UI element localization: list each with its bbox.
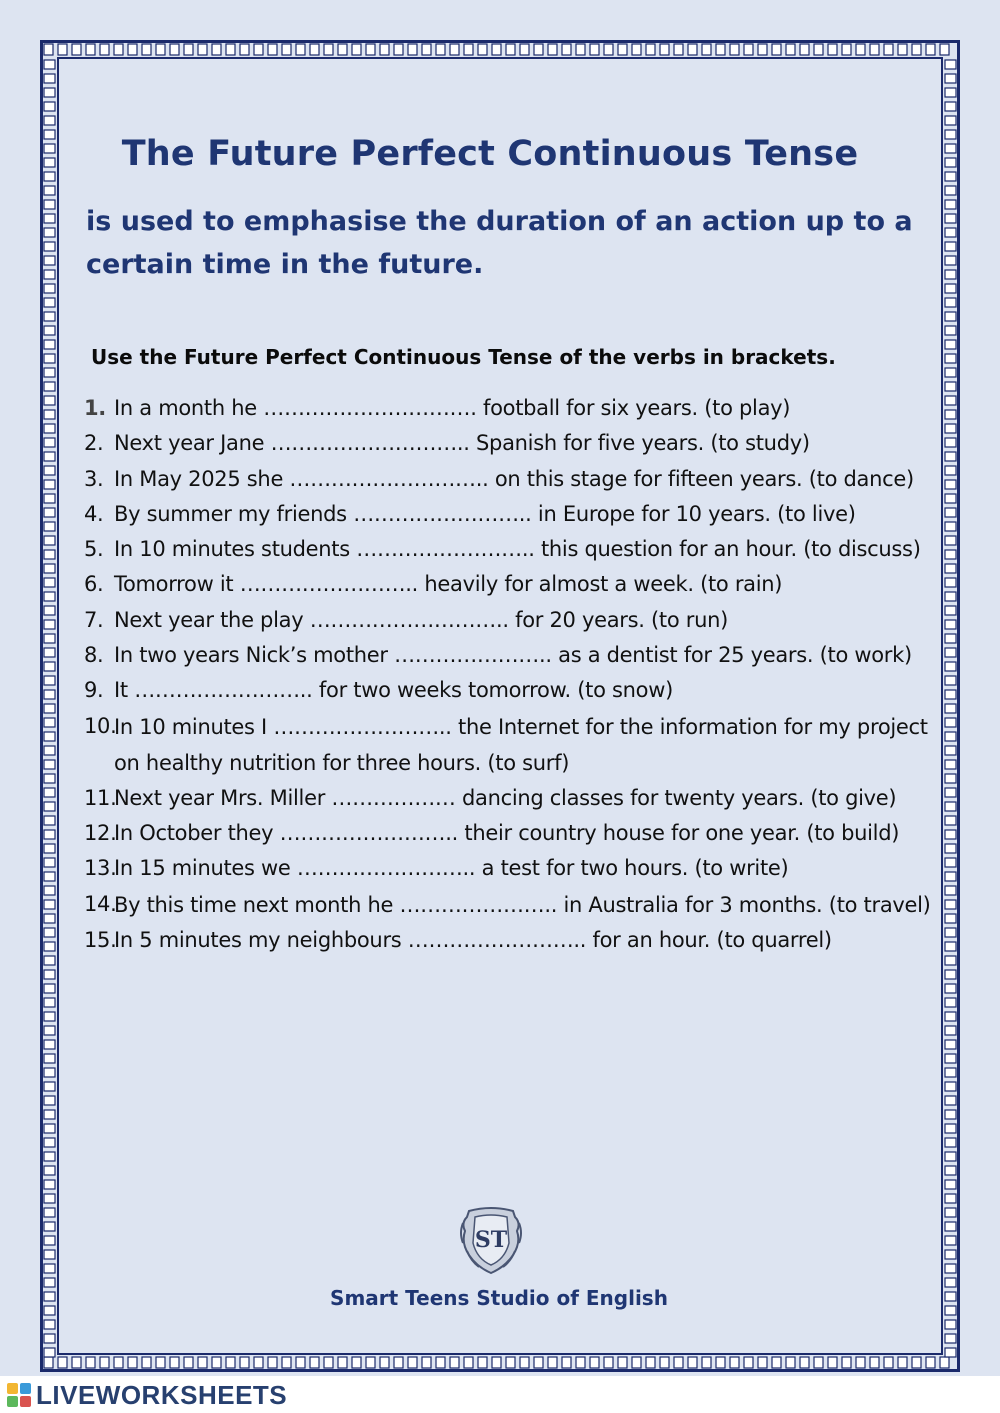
- shield-crest-icon: [455, 1203, 527, 1275]
- exercise-number: 1.: [84, 396, 106, 420]
- exercise-item: [84, 781, 940, 816]
- exercise-number: 11.: [84, 785, 117, 810]
- exercise-item: [84, 816, 940, 851]
- exercise-number: 6.: [84, 572, 104, 597]
- liveworksheets-logo-icon: [6, 1382, 32, 1408]
- exercise-sentence: Tomorrow it …………………….. heavily for almost a week. (to rain): [114, 572, 783, 597]
- exercise-item: [84, 391, 940, 426]
- exercise-item: [84, 532, 940, 567]
- exercise-number: 8.: [84, 643, 104, 668]
- footer-logo[interactable]: [6, 1379, 288, 1410]
- exercise-number: 3.: [84, 466, 104, 491]
- exercise-item: [84, 426, 940, 461]
- exercise-sentence: Next year Mrs. Miller ……………… dancing classes for twenty years. (to give): [114, 785, 897, 810]
- exercise-list: [84, 391, 940, 958]
- footer-brand: LIVEWORKSHEETS: [36, 1379, 288, 1410]
- exercise-sentence: By this time next month he ………………….. in Australia for 3 months. (to travel): [114, 892, 931, 917]
- exercise-sentence: In 5 minutes my neighbours …………………….. for an hour. (to quarrel): [114, 927, 832, 952]
- exercise-sentence: It …………………….. for two weeks tomorrow. (to snow): [114, 678, 673, 703]
- page-title: The Future Perfect Continuous Tense: [121, 134, 859, 174]
- exercise-sentence: In May 2025 she ……………………….. on this stage for fifteen years. (to dance): [114, 466, 914, 491]
- exercise-sentence: In 10 minutes students …………………….. this question for an hour. (to discuss): [114, 537, 921, 562]
- exercise-item: [84, 462, 940, 497]
- exercise-number: 15.: [84, 927, 117, 952]
- exercise-item: [84, 673, 940, 708]
- exercise-sentence: In a month he …………………………. football for six years. (to play): [114, 396, 791, 420]
- exercise-number: 10.: [84, 713, 117, 738]
- exercise-sentence: By summer my friends …………………….. in Europe for 10 years. (to live): [114, 501, 856, 526]
- exercise-number: 9.: [84, 678, 104, 703]
- exercise-item: [84, 567, 940, 602]
- exercise-number: 7.: [84, 607, 104, 632]
- logo-monogram: ST: [474, 1227, 508, 1253]
- exercise-sentence: In October they …………………….. their country house for one year. (to build): [114, 820, 900, 845]
- exercise-item: [84, 887, 940, 923]
- exercise-item: [84, 603, 940, 638]
- exercise-sentence: Next year the play ……………………….. for 20 years. (to run): [114, 607, 729, 632]
- exercise-sentence: In two years Nick’s mother ………………….. as a dentist for 25 years. (to work): [114, 643, 912, 668]
- exercise-item: [84, 709, 940, 781]
- exercise-number: 13.: [84, 856, 117, 881]
- exercise-instruction: Use the Future Perfect Continuous Tense of the verbs in brackets.: [91, 345, 836, 369]
- exercise-number: 2.: [84, 431, 104, 456]
- exercise-number: 12.: [84, 820, 117, 845]
- exercise-item: [84, 923, 940, 958]
- exercise-number: 5.: [84, 537, 104, 562]
- exercise-sentence: In 15 minutes we …………………….. a test for two hours. (to write): [114, 856, 789, 881]
- exercise-item: [84, 497, 940, 532]
- tense-definition: is used to emphasise the duration of an action up to a certain time in the future.: [86, 206, 913, 280]
- exercise-item: [84, 638, 940, 673]
- studio-name: Smart Teens Studio of English: [330, 1286, 668, 1310]
- exercise-item: [84, 851, 940, 886]
- exercise-sentence: Next year Jane ……………………….. Spanish for five years. (to study): [114, 431, 810, 456]
- exercise-number: 4.: [84, 501, 104, 526]
- exercise-sentence: In 10 minutes I …………………….. the Internet for the information for my project on healthy nutrition for three hours. (to surf): [114, 714, 928, 775]
- exercise-number: 14.: [84, 891, 117, 916]
